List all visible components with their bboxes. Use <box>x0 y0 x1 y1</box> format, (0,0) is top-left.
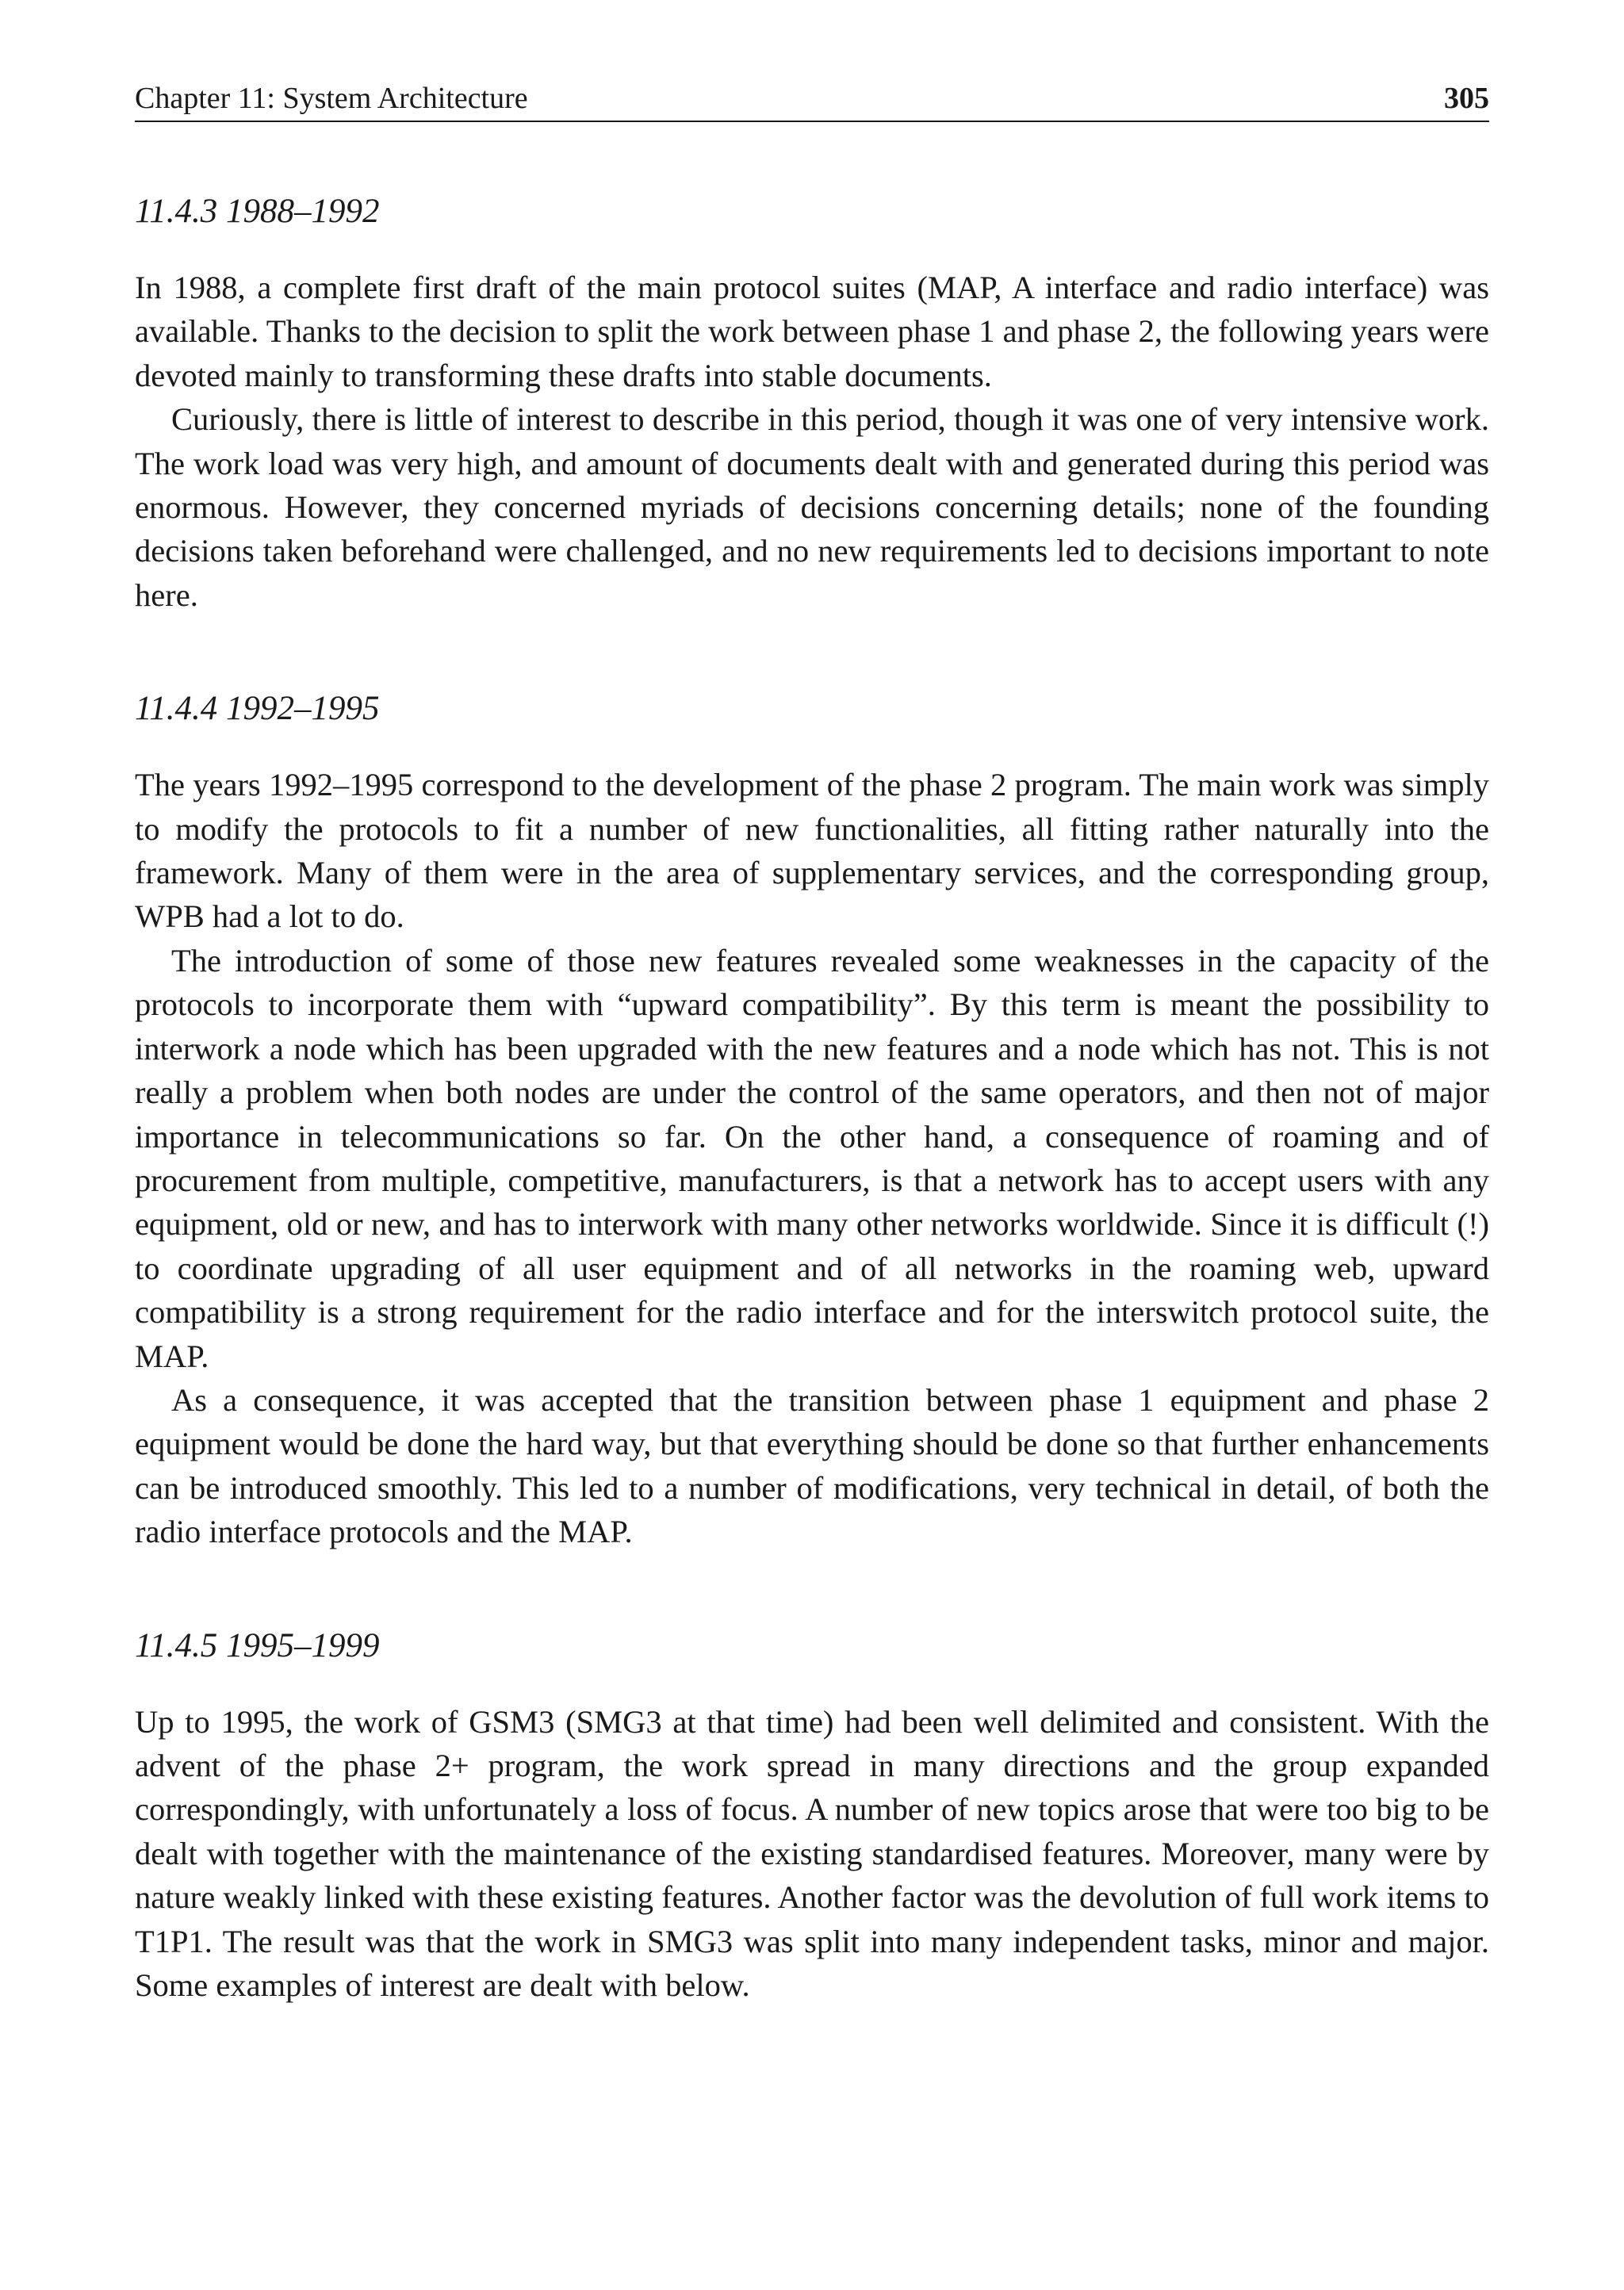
paragraph: Curiously, there is little of interest to describe in this period, though it was one of very intensive work. The work load was very high, and amount of documents dealt with and generated during this period was enormous. However, they concerned myriads of decisions concerning details; none of the founding decisions taken beforehand were challenged, and no new requirements led to decisions important to note here. <box>135 401 1489 613</box>
section-heading: 11.4.4 1992–1995 <box>135 690 380 728</box>
section-11-4-3 <box>135 190 1489 617</box>
chapter-title: Chapter 11: System Architecture <box>135 82 528 115</box>
paragraph: Up to 1995, the work of GSM3 (SMG3 at that time) had been well delimited and consistent. With the advent of the phase 2+ program, the work spread in many directions and the group expanded correspondingly, with unfortunately a loss of focus. A number of new topics arose that were too big to be dealt with together with the maintenance of the existing standardised features. Moreover, many were by nature weakly linked with these existing features. Another factor was the devolution of full work items to T1P1. The result was that the work in SMG3 was split into many independent tasks, minor and major. Some examples of interest are dealt with below. <box>135 1703 1489 2003</box>
section-11-4-4 <box>135 687 1489 1553</box>
section-heading: 11.4.5 1995–1999 <box>135 1626 380 1664</box>
paragraph: As a consequence, it was accepted that the transition between phase 1 equipment and phase 2 equipment would be done the hard way, but that everything should be done so that further enhancements can be introduced smoothly. This led to a number of modifications, very technical in detail, of both the radio interface protocols and the MAP. <box>135 1381 1489 1550</box>
paragraph: In 1988, a complete first draft of the main protocol suites (MAP, A interface and radio interface) was available. Thanks to the decision to split the work between phase 1 and phase 2, the following years were devoted mainly to transforming these drafts into stable documents. <box>135 270 1489 393</box>
page-number: 305 <box>1444 82 1489 115</box>
section-11-4-5 <box>135 1624 1489 2008</box>
paragraph: The introduction of some of those new features revealed some weaknesses in the capacity of the protocols to incorporate them with “upward compatibility”. By this term is meant the possibility to interwork a node which has been upgraded with the new features and a node which has not. This is not really a problem when both nodes are under the control of the same operators, and then not of major importance in telecommunications so far. On the other hand, a consequence of roaming and of procurement from multiple, competitive, manufacturers, is that a network has to accept users with any equipment, old or new, and has to interwork with many other networks worldwide. Since it is difficult (!) to coordinate upgrading of all user equipment and of all networks in the roaming web, upward compatibility is a strong requirement for the radio interface and for the interswitch protocol suite, the MAP. <box>135 942 1489 1374</box>
paragraph: The years 1992–1995 correspond to the development of the phase 2 program. The main work was simply to modify the protocols to fit a number of new functionalities, all fitting rather naturally into the framework. Many of them were in the area of supplementary services, and the corresponding group, WPB had a lot to do. <box>135 767 1489 935</box>
running-header <box>135 79 1489 122</box>
section-body <box>135 266 1489 617</box>
section-body <box>135 1700 1489 2008</box>
book-page <box>135 79 1489 2007</box>
section-heading: 11.4.3 1988–1992 <box>135 193 380 230</box>
section-body <box>135 763 1489 1553</box>
